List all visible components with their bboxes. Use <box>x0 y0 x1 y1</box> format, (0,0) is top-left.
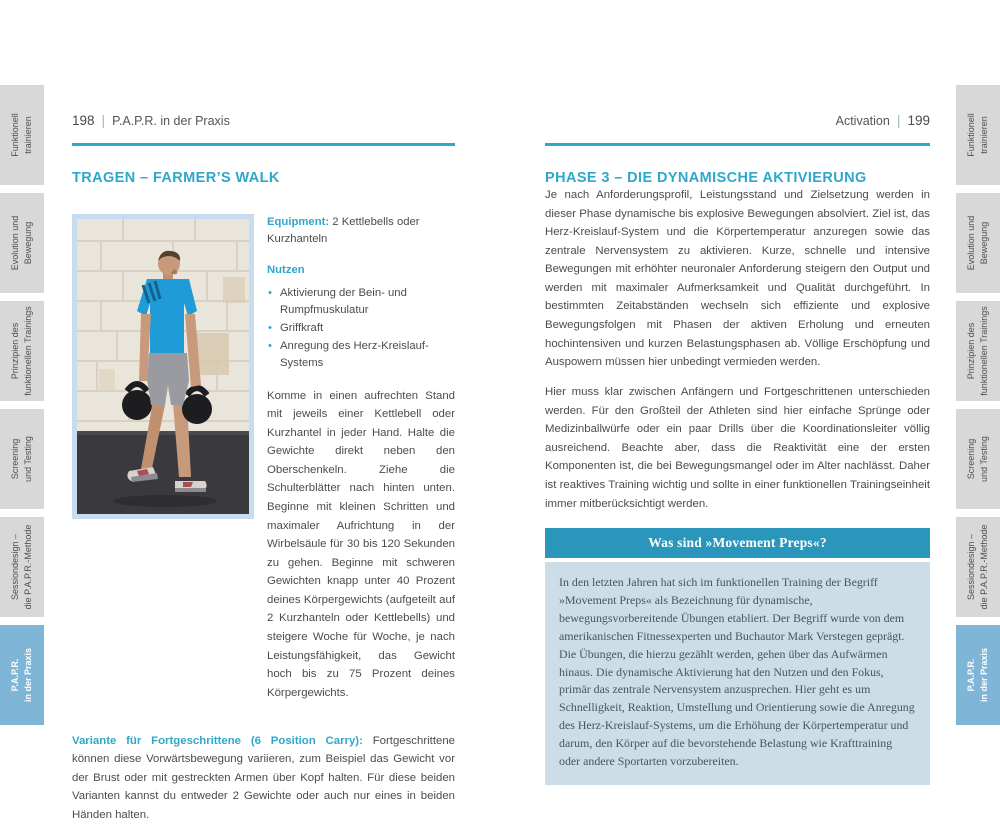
exercise-title: TRAGEN – FARMER’S WALK <box>72 170 280 186</box>
page-header-left <box>72 112 455 130</box>
tab-label: Funktionell <box>9 113 20 157</box>
tab-evolution-und-bewegung[interactable] <box>956 193 1000 293</box>
running-head: Activation <box>835 114 890 128</box>
infobox-title: Was sind »Movement Preps«? <box>545 528 930 558</box>
exercise-columns <box>72 214 455 714</box>
exercise-photo <box>72 214 254 519</box>
tab-label: Bewegung <box>23 221 33 265</box>
benefits-heading <box>267 262 455 279</box>
tab-label: Bewegung <box>979 221 989 265</box>
equipment-value: 2 Kettlebells oder Kurzhanteln <box>267 216 420 245</box>
header-rule <box>545 143 930 146</box>
tab-label: trainieren <box>979 116 989 154</box>
variant-text: Fortgeschrittene können diese Vorwärtsbewegung variieren, zum Beispiel das Gewicht vor der Brust oder mit gestreckten Armen über Kopf halten. Für diese beiden Varianten kannst du entweder 2 Gewichte oder auch nur eines in beiden Händen halten. <box>72 734 455 822</box>
phase-paragraph-1: Je nach Anforderungsprofil, Leistungsstand und Zielsetzung werden in dieser Phase dynamische bis explosive Bewegungen absolviert. Ziel ist, das Herz-Kreislauf-System und die Körpertemperatur anzuregen sowie das zentrale Nervensystem zu aktivieren. Kurze, schnelle und intensive Bewegungen mit erhöhter neuronaler Anforderung steigern den Output und werden mit maximaler Aufmerksamkeit und Qualität durchgeführt. In bestimmten Zeitabständen wechseln sich effiziente und explosive Bewegungsfolgen mit Phasen der aktiven Erholung und erneuten hochintensiven und kurzen Belastungsphasen ab. Völlige Erschöpfung und Auspowern müssen hier unbedingt vermieden werden. <box>545 189 930 369</box>
tab-label: Screening <box>965 438 976 480</box>
page-number: 198 <box>72 113 95 128</box>
tab-funktionell-trainieren[interactable] <box>0 85 44 185</box>
page-left <box>72 112 455 836</box>
exercise-instructions: Komme in einen aufrechten Stand mit jeweils einer Kettlebell oder Kurzhantel in jeder Hand. Halte die Gewichte direkt neben den Oberschenkeln. Ziehe die Schulterblätter nach hinten unten. Beginne mit kleinen Schritten und maximaler Aufrichtung in der Wirbelsäule für 30 bis 120 Sekunden zu gehen. Beginne mit schweren Gewichten knapp unter 40 Prozent deines Körpergewichts (aufgeteilt auf 2 Kurzhanteln oder Kettlebells) und steigere Woche für Woche, je nach Leistungsfähigkeit, das Gewicht hoch bis zu 75 Prozent deines Körpergewichts. <box>267 389 455 699</box>
tab-prinzipien-des-funktionellen-trainings[interactable] <box>0 301 44 401</box>
tab-label: in der Praxis <box>23 647 33 703</box>
benefit-item: • Aktivierung der Bein- und Rumpfmuskulatur <box>267 285 455 319</box>
tab-sessiondesign-papr-methode[interactable] <box>956 517 1000 617</box>
tab-label: in der Praxis <box>979 647 989 703</box>
phase-paragraph-2: Hier muss klar zwischen Anfängern und Fortgeschrittenen unterschieden werden. Für den Großteil der Athleten sind hier einfache Sprünge oder Medizinballwürfe oder ein paar Drills über die Koordinationsleiter völlig ausreichend. Beachte aber, dass die Reaktivität eine der ersten Komponenten ist, die bei Bewegungsmangel oder im Alter nachlässt. Daher ist reaktives Training wichtig und sollte in einer funktionellen Trainingseinheit immer mitberücksichtigt werden. <box>545 386 930 510</box>
tab-label: Sessiondesign – <box>9 533 20 601</box>
tab-prinzipien-des-funktionellen-trainings[interactable] <box>956 301 1000 401</box>
header-separator: | <box>101 112 106 128</box>
tab-label: P.A.P.R. <box>9 658 20 692</box>
header-separator: | <box>896 112 901 128</box>
tab-label: Prinzipien des <box>965 322 976 380</box>
tab-label: Funktionell <box>965 113 976 157</box>
page-right <box>545 112 930 785</box>
chapter-tab-rail-left <box>0 0 44 800</box>
tab-label: und Testing <box>23 436 33 482</box>
page-header-right <box>545 112 930 130</box>
tab-screening-und-testing[interactable] <box>956 409 1000 509</box>
tab-label: Prinzipien des <box>9 322 20 380</box>
tab-label: die P.A.P.R.-Methode <box>23 524 33 610</box>
page-number: 199 <box>907 113 930 128</box>
exercise-info-column <box>267 214 455 714</box>
tab-sessiondesign-papr-methode[interactable] <box>0 517 44 617</box>
running-head: P.A.P.R. in der Praxis <box>112 114 230 128</box>
benefits-label: Nutzen <box>267 263 305 276</box>
tab-papr-in-der-praxis[interactable] <box>956 625 1000 725</box>
benefits-list <box>267 285 455 372</box>
tab-label: Evolution und <box>965 215 976 271</box>
tab-label: Sessiondesign – <box>965 533 976 601</box>
tab-funktionell-trainieren[interactable] <box>956 85 1000 185</box>
chapter-tab-rail-right <box>956 0 1000 800</box>
equipment-line <box>267 214 455 248</box>
farmers-walk-illustration <box>77 219 249 514</box>
tab-label: funktionellen Trainings <box>979 306 989 396</box>
header-rule <box>72 143 455 146</box>
phase-title: PHASE 3 – DIE DYNAMISCHE AKTIVIERUNG <box>545 170 867 186</box>
tab-label: Evolution und <box>9 215 20 271</box>
tab-label: trainieren <box>23 116 33 154</box>
tab-label: P.A.P.R. <box>965 658 976 692</box>
tab-label: funktionellen Trainings <box>23 306 33 396</box>
benefit-item: • Anregung des Herz-Kreislauf-Systems <box>267 338 455 372</box>
variant-label: Variante für Fortgeschrittene (6 Position Carry): <box>72 734 373 747</box>
benefit-item: • Griffkraft <box>267 320 455 337</box>
tab-evolution-und-bewegung[interactable] <box>0 193 44 293</box>
infobox-text: In den letzten Jahren hat sich im funktionellen Training der Begriff »Movement Preps« als Bezeichnung für dynamische, bewegungsvorbereitende Übungen etabliert. Der Begriff wurde von dem amerikanischen Fitnessexperten und Buchautor Mark Verstegen geprägt. Die Übungen, die hierzu gezählt werden, gehen über das Aufwärmen hinaus. Die dynamische Aktivierung hat den Nutzen und den Fokus, primär das zentrale Nervensystem anzusprechen. Hier geht es um Schnelligkeit, Reaktion, Umstellung und Orientierung sowie die Anregung des Herz-Kreislauf-Systems, um die Erhöhung der Körpertemperatur und darum, den Körper auf die bevorstehende Belastung wie Krafttraining oder andere Sportarten vorzubereiten. <box>545 562 930 784</box>
tab-screening-und-testing[interactable] <box>0 409 44 509</box>
tab-label: Screening <box>9 438 20 480</box>
equipment-label: Equipment: <box>267 216 330 228</box>
variant-paragraph <box>72 732 455 825</box>
movement-preps-infobox <box>545 528 930 784</box>
tab-label: die P.A.P.R.-Methode <box>979 524 989 610</box>
tab-papr-in-der-praxis[interactable] <box>0 625 44 725</box>
tab-label: und Testing <box>979 436 989 482</box>
